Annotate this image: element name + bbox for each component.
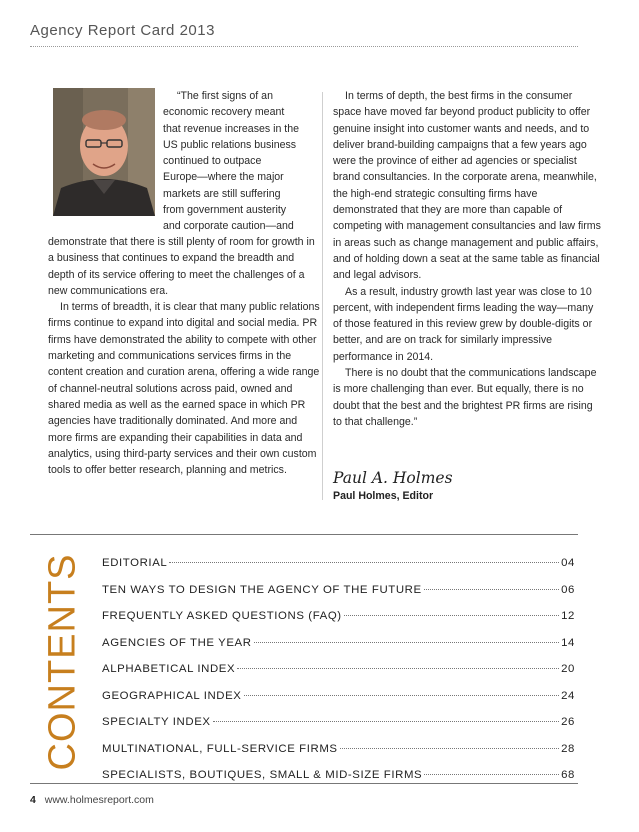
paragraph: As a result, industry growth last year was close to 10 percent, with independent firms leading the way—many of those featured in this review grew by double-digits or better, and are on track for similarly impressive performance in 2014.: [333, 285, 594, 363]
toc-leader: [424, 774, 559, 775]
left-column-wrap: [163, 88, 315, 235]
toc-leader: [237, 668, 559, 669]
report-title: Agency Report Card 2013: [30, 22, 215, 39]
text-line: from government austerity: [163, 204, 287, 217]
toc-item-alphabetical-index[interactable]: [102, 663, 575, 690]
toc-title: ALPHABETICAL INDEX: [102, 663, 236, 675]
table-of-contents: [102, 557, 575, 796]
text-line: that revenue increases in the: [163, 122, 300, 135]
paragraph: In terms of depth, the best firms in the consumer space have moved far beyond product publicity to offer genuine insight into customer wants and needs, and to deliver brand-building campaigns that a few years ago were the province of either ad agencies or specialist brand consultancies. In the corporate arena, meanwhile, the high-end strategic consulting firms have demonstrated that they are more than capable of competing with management consultancies and law firms in areas such as change management and public affairs, and of holding down a seat at the same table as financial and legal advisors.: [333, 90, 601, 282]
toc-page: 68: [561, 769, 575, 781]
toc-item-agencies-of-the-year[interactable]: [102, 637, 575, 664]
toc-page: 26: [561, 716, 575, 728]
toc-page: 12: [561, 610, 575, 622]
text-line: US public relations business: [163, 138, 297, 151]
column-divider: [322, 92, 323, 500]
toc-item-geographical-index[interactable]: [102, 690, 575, 717]
toc-page: 14: [561, 636, 575, 649]
text-line: and corporate caution—and: [163, 220, 294, 233]
contents-heading: [41, 553, 84, 771]
editor-signature: Paul A. Holmes: [333, 469, 453, 487]
toc-leader: [169, 562, 559, 563]
text-line: “The first signs of an: [177, 90, 273, 102]
left-column-body: [48, 234, 320, 478]
paragraph: In terms of breadth, it is clear that many public relations firms continue to expand into digital and social media. PR firms have demonstrated the ability to compete with other marketing and communications services firms in the content creation and curation arena, offering a wide range of channel-neutral solutions across paid, owned and shared media as well as the earned space in which PR agencies have traditionally dominated. And more and more firms are expanding their capabilities in data and analytics, using third-party services and their own custom tools to offer better research, planning and metrics.: [48, 301, 320, 477]
toc-item-ten-ways[interactable]: [102, 584, 575, 611]
toc-title: AGENCIES OF THE YEAR: [102, 636, 252, 649]
section-divider: [30, 534, 578, 535]
footer-url[interactable]: www.holmesreport.com: [44, 794, 154, 806]
toc-page: 24: [561, 689, 575, 702]
toc-title: SPECIALTY INDEX: [102, 716, 211, 728]
toc-leader: [344, 615, 559, 616]
toc-page: 04: [561, 557, 575, 569]
text-line: continued to outpace: [163, 155, 262, 168]
editor-name: Paul Holmes, Editor: [333, 490, 434, 502]
toc-page: 06: [561, 583, 575, 596]
page-footer: [30, 794, 154, 806]
toc-page: 20: [561, 663, 575, 675]
toc-leader: [340, 748, 560, 749]
toc-item-multinational-firms[interactable]: [102, 743, 575, 770]
toc-title: EDITORIAL: [102, 557, 168, 569]
text-line: markets are still suffering: [163, 187, 281, 200]
text-line: Europe—where the major: [163, 171, 284, 184]
toc-page: 28: [561, 742, 575, 755]
toc-title: SPECIALISTS, BOUTIQUES, SMALL & MID-SIZE FIRMS: [102, 769, 423, 781]
header-divider: [30, 46, 578, 47]
toc-leader: [213, 721, 560, 722]
page-number: 4: [30, 794, 36, 806]
contents-label: CONTENTS: [41, 553, 84, 771]
toc-leader: [244, 695, 560, 696]
paragraph: There is no doubt that the communications landscape is more challenging than ever. But equally, there is no doubt that the best and the brightest PR firms are rising to that challenge.”: [333, 367, 597, 428]
right-column-body: [333, 88, 601, 430]
toc-title: FREQUENTLY ASKED QUESTIONS (FAQ): [102, 610, 342, 622]
toc-leader: [424, 589, 559, 590]
toc-title: TEN WAYS TO DESIGN THE AGENCY OF THE FUTURE: [102, 583, 422, 596]
toc-item-faq[interactable]: [102, 610, 575, 637]
paragraph: demonstrate that there is still plenty of room for growth in a business that continues to expand the breadth and depth of its service offering to meet the challenges of a new communications era.: [48, 236, 315, 297]
toc-leader: [254, 642, 560, 643]
toc-title: MULTINATIONAL, FULL-SERVICE FIRMS: [102, 742, 338, 755]
editor-photo: [53, 88, 155, 216]
toc-title: GEOGRAPHICAL INDEX: [102, 689, 242, 702]
toc-item-editorial[interactable]: [102, 557, 575, 584]
text-line: economic recovery meant: [163, 106, 285, 119]
toc-item-specialty-index[interactable]: [102, 716, 575, 743]
footer-divider: [30, 783, 578, 784]
